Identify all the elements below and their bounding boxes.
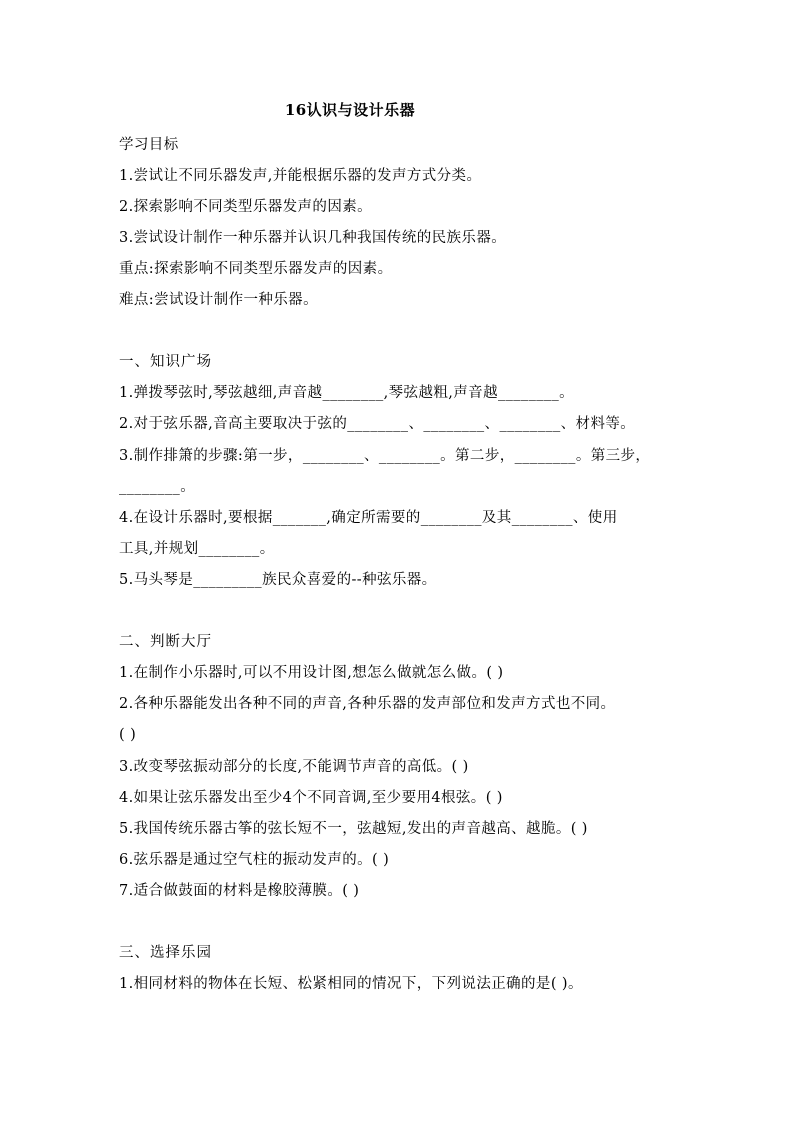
judge-question-continued: ( ) xyxy=(119,727,137,743)
judge-question: 4.如果让弦乐器发出至少4个不同音调,至少要用4根弦。( ) xyxy=(119,790,503,806)
goal-item: 2.探索影响不同类型乐器发声的因素。 xyxy=(119,199,373,215)
fill-question: 4.在设计乐器时,要根据_______,确定所需要的________及其________、使用 xyxy=(119,510,618,526)
fill-question: 1.弹拨琴弦时,琴弦越细,声音越________,琴弦越粗,声音越________。 xyxy=(119,385,575,401)
fill-question-continued: ________。 xyxy=(119,479,196,495)
page-title: 16认识与设计乐器 xyxy=(284,101,416,119)
section2-heading: 二、判断大厅 xyxy=(119,634,212,650)
choice-question: 1.相同材料的物体在长短、松紧相同的情况下，下列说法正确的是( )。 xyxy=(119,976,583,992)
judge-question: 6.弦乐器是通过空气柱的振动发声的。( ) xyxy=(119,852,390,868)
goal-item: 1.尝试让不同乐器发声,并能根据乐器的发声方式分类。 xyxy=(119,168,482,184)
goals-heading: 学习目标 xyxy=(119,137,179,153)
fill-question-continued: 工具,并规划________。 xyxy=(119,541,275,557)
key-point: 重点:探索影响不同类型乐器发声的因素。 xyxy=(119,261,393,277)
section1-heading: 一、知识广场 xyxy=(119,354,212,370)
judge-question: 1.在制作小乐器时,可以不用设计图,想怎么做就怎么做。( ) xyxy=(119,665,504,681)
fill-question: 2.对于弦乐器,音高主要取决于弦的________、________、________、材料等。 xyxy=(119,416,636,432)
judge-question: 5.我国传统乐器古筝的弦长短不一，弦越短,发出的声音越高、越脆。( ) xyxy=(119,821,588,837)
judge-question: 7.适合做鼓面的材料是橡胶薄膜。( ) xyxy=(119,883,360,899)
goal-item: 3.尝试设计制作一种乐器并认识几种我国传统的民族乐器。 xyxy=(119,230,507,246)
section3-heading: 三、选择乐园 xyxy=(119,945,212,961)
judge-question: 2.各种乐器能发出各种不同的声音,各种乐器的发声部位和发声方式也不同。 xyxy=(119,696,616,712)
fill-question: 5.马头琴是_________族民众喜爱的--种弦乐器。 xyxy=(119,572,437,588)
difficulty: 难点:尝试设计制作一种乐器。 xyxy=(119,292,318,308)
judge-question: 3.改变琴弦振动部分的长度,不能调节声音的高低。( ) xyxy=(119,759,469,775)
fill-question: 3.制作排箫的步骤:第一步，________、________。第二步，________。第三步， xyxy=(119,448,651,464)
